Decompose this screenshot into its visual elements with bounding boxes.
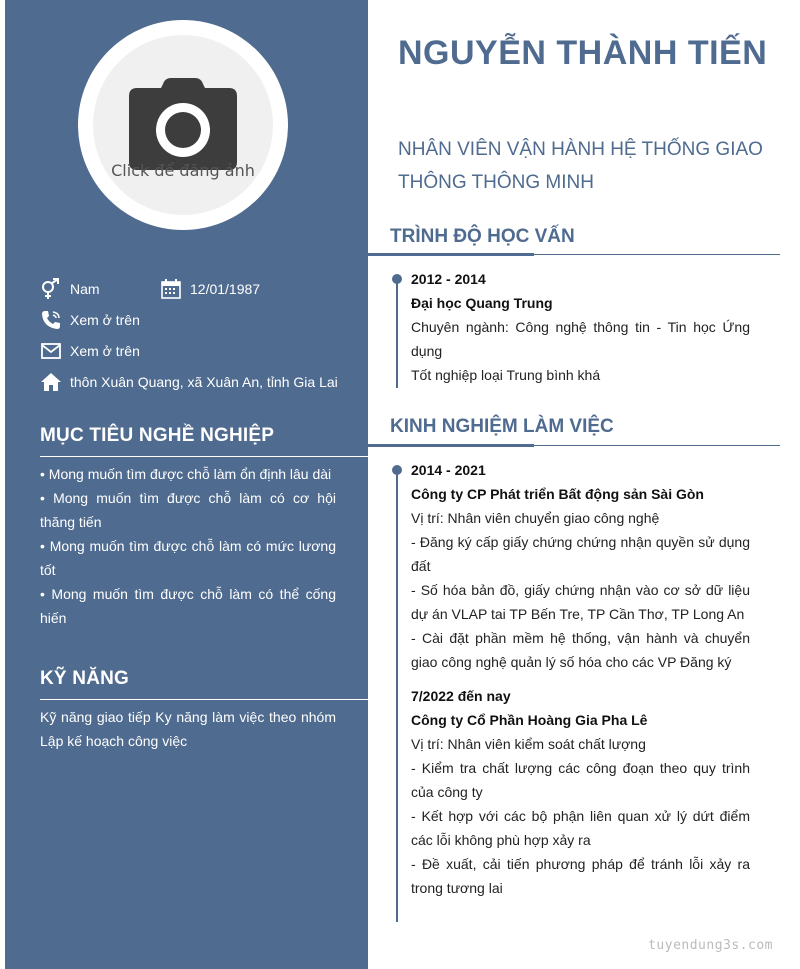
education-timeline-dot (392, 274, 402, 284)
job-duty: - Đăng ký cấp giấy chứng chứng nhận quyền sử dụng đất (411, 534, 750, 574)
watermark: tuyendung3s.com (648, 938, 773, 953)
education-period: 2012 - 2014 (411, 271, 486, 287)
phone-icon (40, 309, 62, 331)
address-value: thôn Xuân Quang, xã Xuân An, tỉnh Gia Lai (70, 374, 338, 390)
birthdate-row (160, 277, 260, 301)
job-duty: - Kết hợp với các bộ phận liên quan xử lý dứt điểm các lỗi không phù hợp xảy ra (411, 808, 750, 848)
email-value: Xem ở trên (70, 343, 140, 359)
gender-row (40, 277, 100, 301)
experience-divider-accent (368, 444, 534, 447)
skills-divider (40, 699, 373, 700)
experience-heading: KINH NGHIỆM LÀM VIỆC (390, 416, 614, 437)
job-title: NHÂN VIÊN VẬN HÀNH HỆ THỐNG GIAO THÔNG THÔNG MINH (398, 139, 763, 193)
job-entry (411, 684, 750, 900)
job-duty: - Kiểm tra chất lượng các công đoạn theo quy trình của công ty (411, 760, 750, 800)
job-entry (411, 458, 750, 674)
phone-value: Xem ở trên (70, 312, 140, 328)
objective-item: • Mong muốn tìm được chỗ làm có mức lương tốt (40, 538, 336, 578)
gender-value: Nam (70, 281, 100, 297)
email-row (40, 339, 140, 363)
objective-item: • Mong muốn tìm được chỗ làm ổn định lâu dài (40, 466, 332, 482)
job-position: Vị trí: Nhân viên chuyển giao công nghệ (411, 510, 660, 526)
education-divider-accent (368, 253, 534, 256)
camera-icon (129, 78, 237, 170)
experience-timeline-dot (392, 465, 402, 475)
objective-heading: MỤC TIÊU NGHỀ NGHIỆP (40, 425, 275, 446)
objective-divider (40, 456, 373, 457)
job-duty: - Cài đặt phần mềm hệ thống, vận hành và chuyển giao công nghệ quản lý số hóa cho các VP Đăng ký (411, 630, 750, 670)
gender-icon (40, 278, 62, 300)
objective-item: • Mong muốn tìm được chỗ làm có cơ hội thăng tiến (40, 490, 336, 530)
avatar-upload-label[interactable]: Click để đăng ảnh (111, 161, 255, 180)
birthdate-value: 12/01/1987 (190, 281, 261, 297)
skills-heading: KỸ NĂNG (40, 668, 130, 689)
education-grade: Tốt nghiệp loại Trung bình khá (411, 367, 601, 383)
education-heading: TRÌNH ĐỘ HỌC VẤN (390, 226, 575, 247)
objective-item: • Mong muốn tìm được chỗ làm có thể cống hiến (40, 586, 336, 626)
job-duty: - Đề xuất, cải tiến phương pháp để tránh lỗi xảy ra trong tương lai (411, 856, 750, 896)
sidebar (5, 0, 368, 969)
job-position: Vị trí: Nhân viên kiểm soát chất lượng (411, 736, 646, 752)
phone-row (40, 308, 140, 332)
experience-timeline (396, 466, 398, 922)
job-period: 2014 - 2021 (411, 462, 486, 478)
avatar-placeholder[interactable] (93, 35, 273, 215)
skills-text: Kỹ năng giao tiếp Ky năng làm việc theo nhóm Lập kế hoạch công việc (40, 709, 336, 749)
education-entry (411, 267, 750, 387)
address-row (40, 370, 338, 394)
education-major: Chuyên ngành: Công nghệ thông tin - Tin học Ứng dụng (411, 319, 750, 359)
avatar[interactable] (78, 20, 288, 230)
experience-entries (411, 458, 750, 900)
job-company: Công ty CP Phát triển Bất động sản Sài Gòn (411, 486, 704, 502)
email-icon (40, 340, 62, 362)
objective-list (40, 462, 336, 630)
candidate-name: NGUYỄN THÀNH TIẾN (398, 34, 768, 72)
education-timeline (396, 275, 398, 388)
education-school: Đại học Quang Trung (411, 295, 553, 311)
job-period: 7/2022 đến nay (411, 688, 511, 704)
calendar-icon (160, 278, 182, 300)
job-company: Công ty Cổ Phần Hoàng Gia Pha Lê (411, 712, 648, 728)
home-icon (40, 371, 62, 393)
job-duty: - Số hóa bản đồ, giấy chứng nhận vào cơ sở dữ liệu dự án VLAP tai TP Bến Tre, TP Cần Thơ, TP Long An (411, 582, 750, 622)
